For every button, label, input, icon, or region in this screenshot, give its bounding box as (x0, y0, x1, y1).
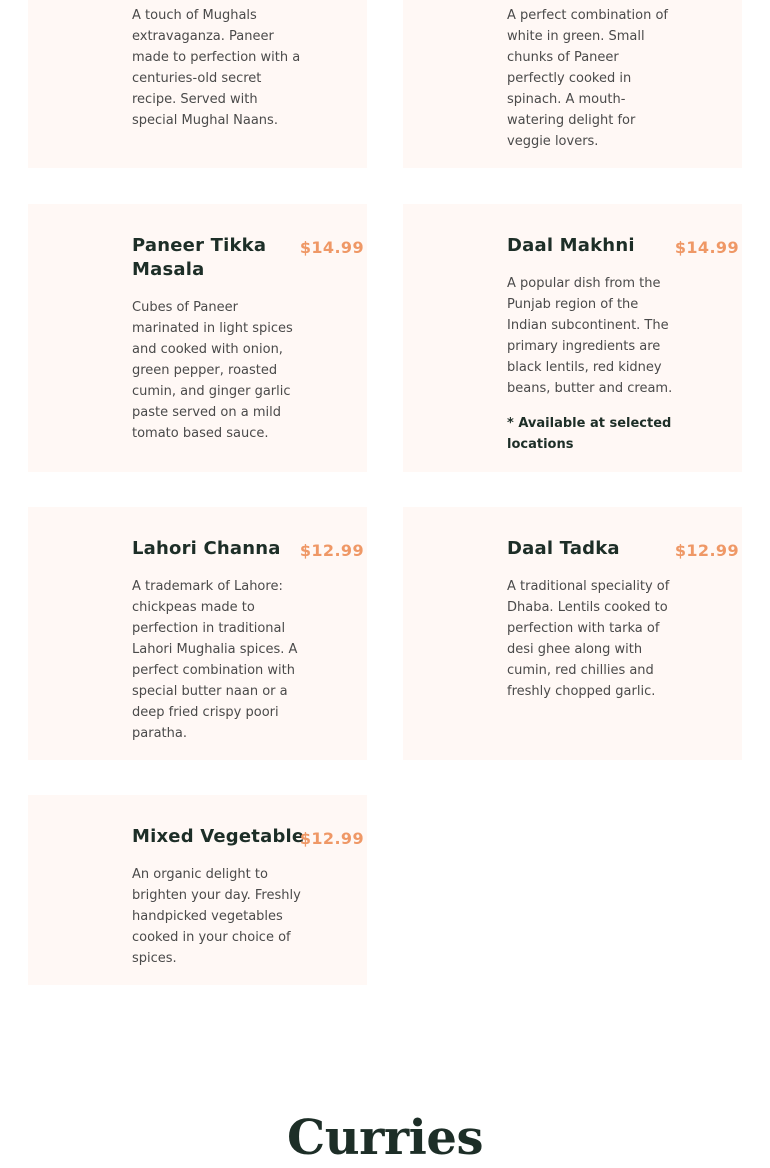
availability-note: * Available at selected locations (507, 416, 672, 452)
menu-item-description: An organic delight to brighten your day. Freshly handpicked vegetables cooked in your choice of spices. (132, 867, 301, 966)
menu-card (403, 507, 742, 760)
section-heading: Curries (287, 1110, 483, 1166)
menu-item-name: Lahori Channa (132, 538, 281, 559)
menu-item-price: $12.99 (299, 541, 364, 560)
menu-card (28, 507, 367, 760)
menu-item-description: A touch of Mughals extravaganza. Paneer made to perfection with a centuries-old secret recipe. Served with special Mughal Naans. (132, 8, 301, 128)
menu-item-name: Paneer Tikka Masala (132, 235, 267, 280)
menu-item-description: A traditional speciality of Dhaba. Lentils cooked to perfection with tarka of desi ghee along with cumin, red chillies and freshly chopped garlic. (507, 579, 670, 699)
menu-item-name: Daal Tadka (507, 538, 620, 559)
menu-card (403, 204, 742, 472)
menu-item-description: Cubes of Paneer marinated in light spices and cooked with onion, green pepper, roasted cumin, and ginger garlic paste served on a mild tomato based sauce. (132, 300, 293, 441)
menu-item-price: $14.99 (674, 238, 739, 257)
menu-item-description: A trademark of Lahore: chickpeas made to perfection in traditional Lahori Mughalia spices. A perfect combination with special butter naan or a deep fried crispy poori paratha. (132, 579, 298, 741)
menu-item-price: $12.99 (674, 541, 739, 560)
menu-item-description: A popular dish from the Punjab region of the Indian subcontinent. The primary ingredients are black lentils, red kidney beans, butter and cream. (507, 276, 673, 396)
menu-item-name: Mixed Vegetable (132, 826, 305, 847)
menu-item-price: $14.99 (299, 238, 364, 257)
menu-card (28, 795, 367, 985)
menu-item-name: Daal Makhni (507, 235, 635, 256)
menu-item-price: $12.99 (299, 829, 364, 848)
menu-item-description: A perfect combination of white in green. Small chunks of Paneer perfectly cooked in spinach. A mouth-watering delight for veggie lovers. (507, 8, 668, 149)
menu-card (28, 204, 367, 472)
menu-card (403, 0, 742, 168)
menu-card (28, 0, 367, 168)
